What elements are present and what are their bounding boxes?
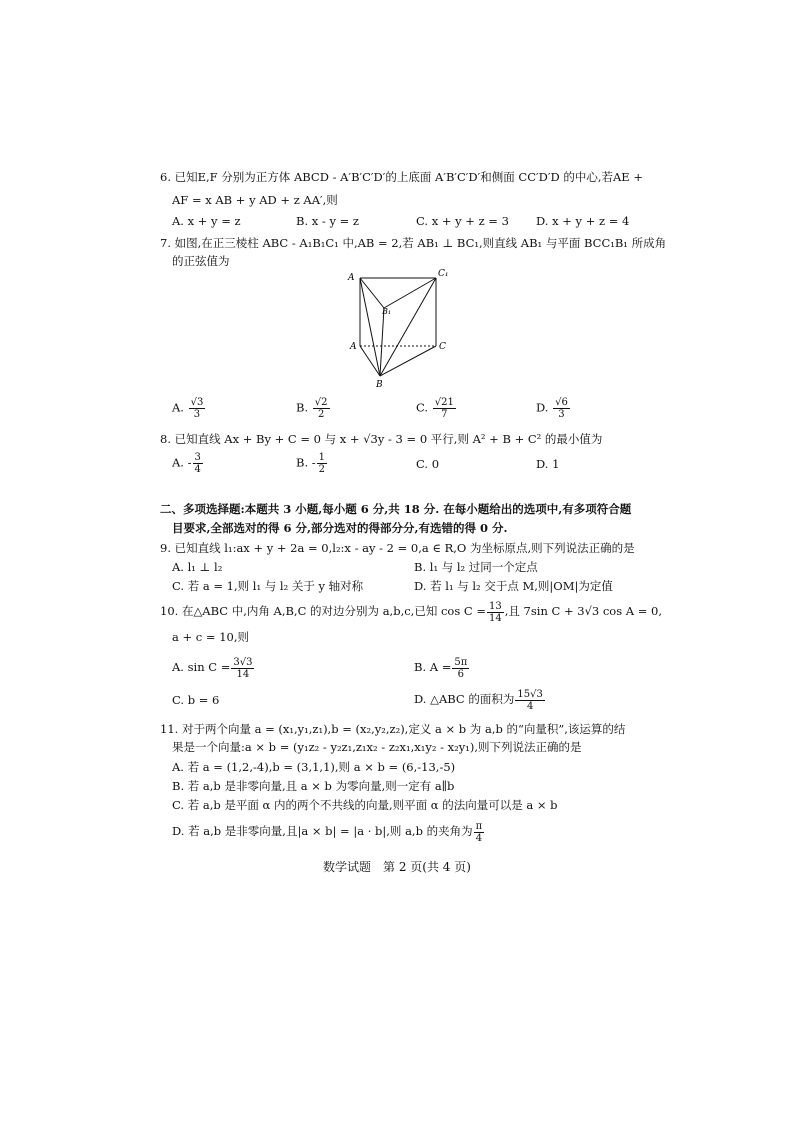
- q7-line2: 的正弦值为: [172, 254, 230, 268]
- q6-option-a: A. x + y = z: [172, 214, 241, 228]
- q10-line2: a + c = 10,则: [172, 630, 249, 644]
- q10-option-c: C. b = 6: [172, 693, 220, 707]
- q9-option-c: C. 若 a = 1,则 l₁ 与 l₂ 关于 y 轴对称: [172, 579, 364, 593]
- q9-option-b: B. l₁ 与 l₂ 过同一个定点: [414, 560, 538, 574]
- q8-option-d: D. 1: [536, 457, 560, 471]
- q6-option-c: C. x + y + z = 3: [416, 214, 509, 228]
- q6-line1: 6. 已知E,F 分别为正方体 ABCD - A′B′C′D′的上底面 A′B′C′D′和侧面 CC′D′D 的中心,若AE +: [160, 170, 643, 184]
- q8-option-b: B. - $\frac{1}{2}$: [296, 452, 326, 475]
- q11-option-a: A. 若 a = (1,2,-4),b = (3,1,1),则 a × b = (6,-13,-5): [172, 760, 456, 774]
- q11-option-d: D. 若 a,b 是非零向量,且|a × b| = |a · b|,则 a,b 的夹角为 $\frac{\pi}{4}$: [172, 820, 483, 844]
- fig-label-b: B: [376, 380, 383, 390]
- q9-option-a: A. l₁ ⊥ l₂: [172, 560, 223, 574]
- q7-line1: 7. 如图,在正三棱柱 ABC - A₁B₁C₁ 中,AB = 2,若 AB₁ ⊥ BC₁,则直线 AB₁ 与平面 BCC₁B₁ 所成角: [160, 236, 667, 250]
- q8-option-a: A. - $\frac{3}{4}$: [172, 452, 201, 475]
- fig-label-a1: A: [348, 273, 355, 283]
- fig-label-a: A: [350, 342, 357, 352]
- q7-option-c: C. $\frac{√21}{7}$: [416, 397, 454, 420]
- q11-line2: 果是一个向量:a × b = (y₁z₂ - y₂z₁,z₁x₂ - z₂x₁,x₁y₂ - x₂y₁),则下列说法正确的是: [172, 740, 582, 754]
- q11-line1: 11. 对于两个向量 a = (x₁,y₁,z₁),b = (x₂,y₂,z₂),定义 a × b 为 a,b 的“向量积”,该运算的结: [160, 722, 626, 736]
- q6-option-d: D. x + y + z = 4: [536, 214, 630, 228]
- q6-option-b: B. x - y = z: [296, 214, 359, 228]
- q7-option-a: A. $\frac{√3}{3}$: [172, 397, 204, 420]
- q7-option-d: D. $\frac{√6}{3}$: [536, 397, 568, 420]
- prism-figure: [340, 266, 460, 390]
- q11-option-b: B. 若 a,b 是非零向量,且 a × b 为零向量,则一定有 a∥b: [172, 779, 455, 793]
- section2-heading-line1: 二、多项选择题:本题共 3 小题,每小题 6 分,共 18 分. 在每小题给出的选项中,有多项符合题: [160, 502, 632, 516]
- q10-option-b: B. A = $\frac{5\pi}{6}$: [414, 656, 468, 680]
- fig-label-b1: B₁: [382, 307, 392, 316]
- q9-line1: 9. 已知直线 l₁:ax + y + 2a = 0,l₂:x - ay - 2 = 0,a ∈ R,O 为坐标原点,则下列说法正确的是: [160, 541, 635, 555]
- q6-line2: AF = x AB + y AD + z AA′,则: [172, 193, 338, 207]
- fig-label-c: C: [439, 342, 446, 352]
- fig-label-c1: C₁: [438, 269, 449, 279]
- q10-option-a: A. sin C = $\frac{3√3}{14}$: [172, 656, 253, 680]
- section2-heading-line2: 目要求,全部选对的得 6 分,部分选对的得部分分,有选错的得 0 分.: [172, 521, 508, 535]
- page-footer: 数学试题 第 2 页(共 4 页): [323, 860, 471, 874]
- q7-option-b: B. $\frac{√2}{2}$: [296, 397, 328, 420]
- q8-line1: 8. 已知直线 Ax + By + C = 0 与 x + √3y - 3 = 0 平行,则 A² + B + C² 的最小值为: [160, 432, 603, 446]
- q9-option-d: D. 若 l₁ 与 l₂ 交于点 M,则|OM|为定值: [414, 579, 613, 593]
- q11-option-c: C. 若 a,b 是平面 α 内的两个不共线的向量,则平面 α 的法向量可以是 a × b: [172, 798, 558, 812]
- q8-option-c: C. 0: [416, 457, 440, 471]
- q10-line1: 10. 在△ABC 中,内角 A,B,C 的对边分别为 a,b,c,已知 cos C = $\frac{13}{14}$ ,且 7sin C + 3√3 cos A = 0,: [160, 600, 663, 624]
- q10-option-d: D. △ABC 的面积为 $\frac{15√3}{4}$: [414, 688, 543, 712]
